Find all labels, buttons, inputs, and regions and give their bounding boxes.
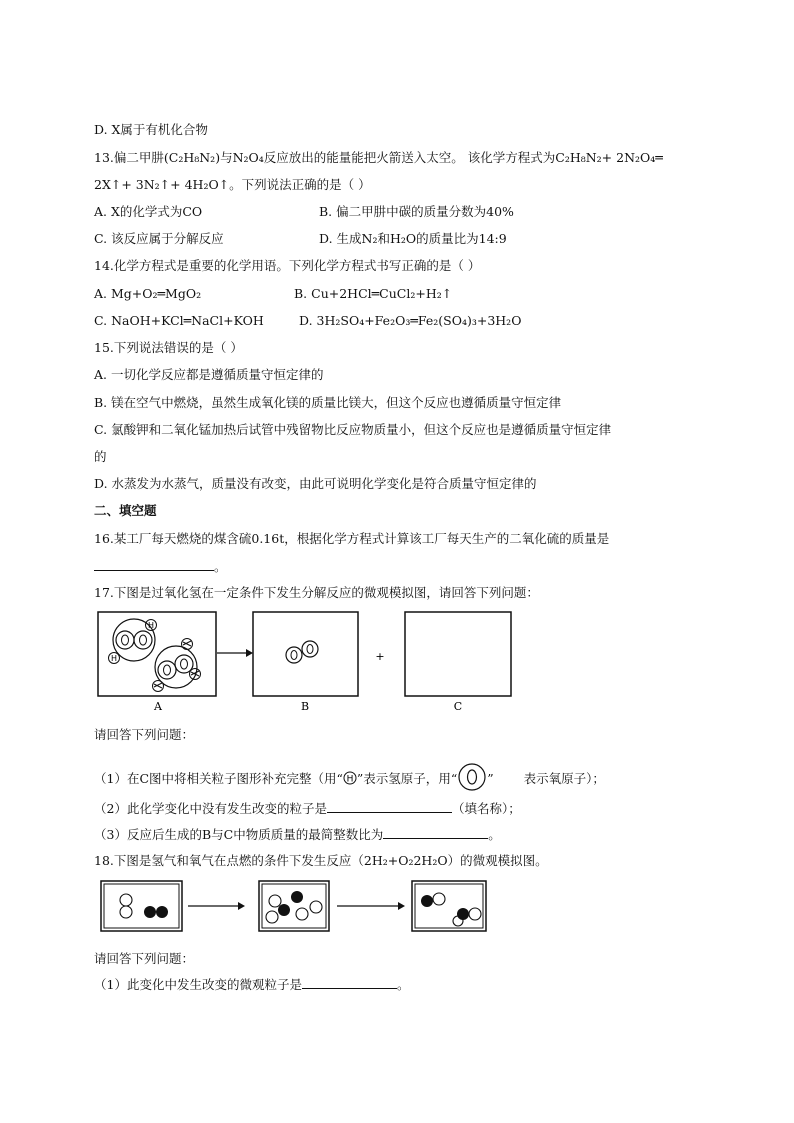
q18-ask: 请回答下列问题：	[94, 951, 195, 966]
q17-plus-sign	[375, 650, 384, 663]
q17-panel-b	[253, 612, 358, 696]
q16-answer-blank[interactable]	[94, 558, 214, 571]
q17-sub2-text: （2）此化学变化中没有发生改变的粒子是	[94, 801, 327, 816]
q14-option-d: D. 3H₂SO₄+Fe₂O₃═Fe₂(SO₄)₃+3H₂O	[299, 313, 522, 328]
q13-options-row1	[94, 204, 514, 220]
q15-option-a: A. 一切化学反应都是遵循质量守恒定律的	[94, 367, 324, 382]
q18-panel-3	[412, 881, 486, 931]
q18-sub1-period: 。	[396, 977, 410, 992]
q17-sub3	[94, 826, 501, 843]
svg-text:H: H	[346, 774, 354, 785]
q17-sub2-suffix: （填名称）；	[451, 801, 521, 816]
q18-sub1-blank[interactable]	[302, 976, 397, 989]
q17-label-b: B	[300, 700, 310, 713]
q17-sub2-blank[interactable]	[327, 800, 452, 813]
q16-answer-line	[94, 558, 227, 575]
q16-period: 。	[214, 559, 227, 574]
q13-option-d: D. 生成N₂和H₂O的质量比为14:9	[319, 231, 507, 246]
q13-option-c: C. 该反应属于分解反应	[94, 231, 224, 246]
q18-arrow-2	[337, 902, 405, 910]
q13-option-a: A. X的化学式为CO	[94, 204, 203, 219]
q18-stem: 18.下图是氢气和氧气在点燃的条件下发生反应（2H₂+O₂2H₂O）的微观模拟图。	[94, 853, 548, 868]
q18-arrow-1	[188, 902, 245, 910]
q17-sub3-suffix: 。	[488, 827, 501, 842]
q14-stem: 14.化学方程式是重要的化学用语。下列化学方程式书写正确的是（ ）	[94, 258, 481, 273]
q15-stem: 15.下列说法错误的是（ ）	[94, 340, 243, 355]
q14-options-row1	[94, 286, 452, 302]
svg-text:H: H	[147, 621, 155, 630]
q17-sub1	[94, 762, 605, 792]
q14-options-row2	[94, 313, 521, 329]
q17-sub3-text: （3）反应后生成的B与C中物质质量的最简整数比为	[94, 827, 384, 842]
q13-option-b: B. 偏二甲肼中碳的质量分数为40%	[319, 204, 514, 219]
svg-text:H: H	[110, 654, 118, 663]
q17-label-c: C	[453, 700, 463, 713]
q15-option-c-line1: C. 氯酸钾和二氧化锰加热后试管中残留物比反应物质量小，但这个反应也是遵循质量守恒定律	[94, 422, 612, 437]
svg-text:+: +	[375, 650, 385, 663]
q14-option-b: B. Cu+2HCl═CuCl₂+H₂↑	[294, 286, 453, 301]
oxygen-atom-icon	[457, 762, 487, 792]
q17-panel-a	[98, 612, 216, 696]
q17-sub2	[94, 800, 521, 817]
q17-ask: 请回答下列问题：	[94, 727, 195, 742]
q17-label-a: A	[154, 700, 162, 713]
section-heading: 二、填空题	[94, 503, 157, 518]
q17-sub3-blank[interactable]	[383, 826, 488, 839]
q14-option-a: A. Mg+O₂═MgO₂	[94, 286, 202, 301]
q15-option-d: D. 水蒸发为水蒸气，质量没有改变，由此可说明化学变化是符合质量守恒定律的	[94, 476, 537, 491]
q17-sub1-text-a: （1）在C图中将相关粒子图形补充完整（用“	[94, 771, 343, 786]
q18-panel-1	[101, 881, 182, 931]
q12-option-d: D. X属于有机化合物	[94, 122, 208, 137]
q18-figure	[94, 877, 494, 935]
q13-stem-line2: 2X↑+ 3N₂↑+ 4H₂O↑。下列说法正确的是（ ）	[94, 177, 371, 192]
q17-sub1-text-c: ”	[487, 771, 494, 786]
q18-panel-2	[259, 881, 329, 931]
q18-sub1	[94, 976, 409, 993]
q17-arrow	[217, 649, 253, 657]
q15-option-b: B. 镁在空气中燃烧，虽然生成氧化镁的质量比镁大，但这个反应也遵循质量守恒定律	[94, 395, 562, 410]
q17-sub1-text-d: 表示氧原子）；	[523, 771, 605, 786]
q17-stem: 17.下图是过氧化氢在一定条件下发生分解反应的微观模拟图，请回答下列问题：	[94, 585, 539, 600]
q13-stem-line1: 13.偏二甲肼(C₂H₈N₂)与N₂O₄反应放出的能量能把火箭送入太空。 该化学方程式为C₂H₈N₂+ 2N₂O₄═	[94, 150, 663, 165]
q18-sub1-text: （1）此变化中发生改变的微观粒子是	[94, 977, 302, 992]
q14-option-c: C. NaOH+KCl═NaCl+KOH	[94, 313, 264, 328]
hydrogen-atom-icon	[343, 771, 357, 785]
q13-options-row2	[94, 231, 507, 247]
q16-stem: 16.某工厂每天燃烧的煤含硫0.16t，根据化学方程式计算该工厂每天生产的二氧化硫的质量是	[94, 531, 610, 546]
q17-sub1-text-b: ”表示氢原子，用“	[356, 771, 458, 786]
q17-panel-c	[405, 612, 511, 696]
q15-option-c-line2: 的	[94, 449, 107, 464]
q17-figure	[94, 606, 524, 714]
